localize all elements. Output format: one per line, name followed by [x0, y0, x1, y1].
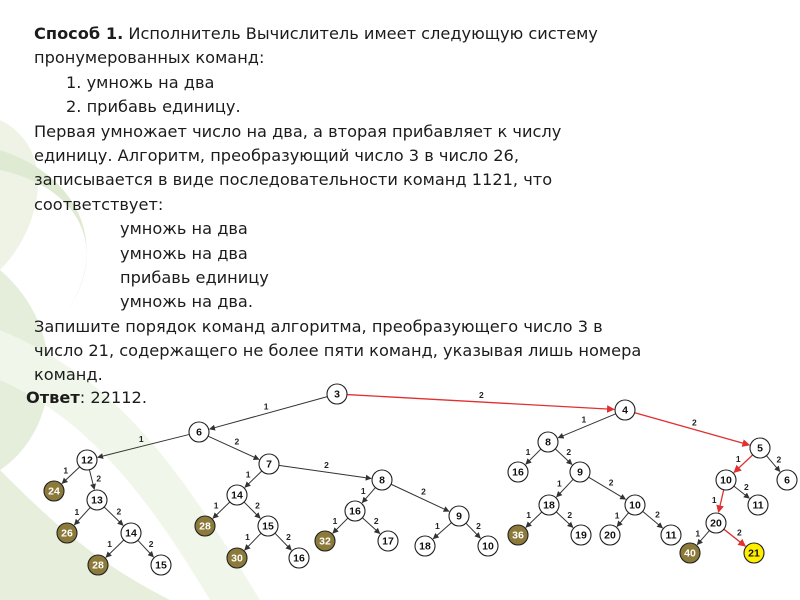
text-line-content: умножь на два — [120, 243, 248, 263]
edge-command-label: 2 — [96, 473, 102, 484]
text-line-content: 1. умножь на два — [66, 72, 215, 92]
edge-command-label: 2 — [286, 532, 291, 543]
node-value: 9 — [456, 510, 462, 523]
tree-node — [615, 400, 635, 420]
tree-node — [415, 536, 435, 556]
edge-command-label: 1 — [711, 494, 717, 505]
edge-command-label: 1 — [581, 414, 587, 425]
node-value: 10 — [720, 474, 732, 487]
edge-command-label: 2 — [476, 521, 481, 532]
node-value: 14 — [231, 489, 243, 502]
tree-node — [195, 516, 215, 536]
edge-command-label: 1 — [614, 510, 620, 521]
tree-node — [716, 470, 736, 490]
tree-edge — [391, 484, 449, 511]
text-line-content: умножь на два — [120, 219, 248, 239]
tree-node — [478, 536, 498, 556]
node-value: 15 — [262, 520, 274, 533]
node-value: 21 — [748, 547, 760, 560]
node-value: 36 — [512, 529, 524, 542]
tree-node — [661, 525, 681, 545]
edge-command-label: 2 — [567, 509, 573, 520]
tree-node — [77, 450, 97, 470]
text-line-content: записывается в виде последовательности команд 1121, что — [34, 170, 553, 190]
node-value: 11 — [752, 499, 764, 512]
edge-command-label: 1 — [213, 500, 219, 511]
node-value: 19 — [575, 529, 587, 542]
node-value: 15 — [155, 559, 167, 572]
tree-node — [189, 422, 209, 442]
node-value: 24 — [48, 485, 60, 498]
node-value: 12 — [81, 454, 93, 467]
tree-node — [315, 531, 335, 551]
tree-node — [372, 470, 392, 490]
node-value: 26 — [61, 527, 73, 540]
text-line-content: 2. прибавь единицу. — [66, 97, 241, 117]
edge-command-label: 1 — [245, 532, 250, 543]
node-value: 8 — [545, 436, 551, 449]
edge-command-label: 1 — [332, 516, 338, 527]
edge-command-label: 1 — [695, 528, 701, 539]
node-value: 10 — [629, 499, 641, 512]
edge-command-label: 1 — [107, 538, 112, 549]
node-value: 16 — [512, 466, 524, 479]
tree-node — [625, 495, 645, 515]
text-line-content: прибавь единицу — [120, 267, 269, 287]
edge-command-label: 1 — [557, 478, 562, 489]
tree-node — [289, 548, 309, 568]
tree-node — [88, 555, 108, 575]
tree-node — [600, 525, 620, 545]
edge-command-label: 1 — [138, 434, 144, 445]
node-value: 28 — [199, 520, 211, 533]
edge-command-label: 2 — [373, 515, 379, 526]
tree-node — [378, 531, 398, 551]
node-value: 32 — [319, 535, 331, 548]
edge-command-label: 1 — [525, 447, 531, 458]
node-value: 11 — [665, 529, 677, 542]
solution-path-edge — [724, 529, 746, 546]
edge-command-label: 2 — [324, 460, 329, 471]
edge-command-label: 1 — [263, 401, 269, 412]
edge-command-label: 1 — [526, 509, 531, 520]
edge-command-label: 2 — [116, 506, 122, 517]
tree-node — [750, 438, 770, 458]
edge-command-label: 2 — [743, 481, 749, 492]
tree-node — [258, 516, 278, 536]
tree-node — [680, 543, 700, 563]
node-value: 5 — [757, 442, 763, 455]
edge-command-label: 2 — [566, 446, 572, 457]
tree-node — [706, 513, 726, 533]
tree-node — [777, 470, 797, 490]
tree-node — [508, 462, 528, 482]
edge-command-label: 2 — [736, 527, 742, 538]
tree-node — [227, 548, 247, 568]
node-value: 7 — [266, 458, 272, 471]
node-value: 9 — [577, 466, 583, 479]
node-value: 4 — [622, 404, 628, 417]
edge-command-label: 1 — [435, 520, 440, 531]
node-value: 18 — [543, 499, 555, 512]
edge-command-label: 1 — [360, 485, 366, 496]
text-line-content: число 21, содержащего не более пяти команд, указывая лишь номера — [34, 341, 642, 361]
tree-edge — [558, 414, 616, 438]
node-value: 8 — [379, 474, 385, 487]
solution-path-edge — [718, 490, 723, 513]
text-line-content: соответствует: — [34, 194, 164, 214]
text-line-content: единицу. Алгоритм, преобразующий число 3 в число 26, — [34, 145, 520, 165]
text-line-content: Исполнитель Вычислитель имеет следующую систему — [123, 24, 598, 43]
target-node — [744, 543, 764, 563]
tree-node — [538, 432, 558, 452]
tree-node — [327, 384, 347, 404]
node-value: 10 — [482, 540, 494, 553]
node-value: 16 — [293, 552, 305, 565]
tree-edge — [589, 477, 626, 499]
edge-command-label: 1 — [63, 465, 69, 476]
tree-node — [508, 525, 528, 545]
edge-command-label: 1 — [735, 453, 741, 464]
method-heading: Способ 1. — [34, 24, 124, 43]
edge-command-label: 2 — [776, 454, 782, 465]
edge-command-label: 1 — [245, 469, 251, 480]
node-value: 20 — [710, 517, 722, 530]
answer-value: : 22112. — [79, 388, 147, 407]
text-line-content: пронумерованных команд: — [34, 48, 265, 68]
text-line-content: команд. — [34, 365, 103, 385]
edge-command-label: 2 — [479, 390, 484, 401]
tree-node — [121, 523, 141, 543]
node-value: 30 — [231, 552, 243, 565]
node-value: 17 — [382, 535, 394, 548]
tree-node — [57, 523, 77, 543]
node-value: 14 — [125, 527, 137, 540]
text-line-content: Первая умножает число на два, а вторая прибавляет к числу — [34, 121, 562, 141]
tree-node — [571, 525, 591, 545]
node-value: 3 — [334, 388, 340, 401]
node-value: 18 — [419, 540, 431, 553]
edge-command-label: 2 — [234, 436, 240, 447]
tree-node — [151, 555, 171, 575]
tree-node — [539, 495, 559, 515]
tree-edge — [89, 470, 94, 490]
tree-node — [449, 506, 469, 526]
text-line-content: умножь на два. — [120, 292, 253, 312]
answer-label: Ответ — [26, 388, 80, 407]
tree-node — [227, 485, 247, 505]
tree-node — [570, 462, 590, 482]
node-value: 6 — [196, 426, 202, 439]
text-line-content: Запишите порядок команд алгоритма, преобразующего число 3 в — [34, 316, 603, 336]
node-value: 20 — [604, 529, 616, 542]
edge-command-label: 2 — [608, 477, 614, 488]
edge-command-label: 2 — [655, 509, 660, 520]
edge-command-label: 2 — [692, 417, 697, 428]
edge-command-label: 2 — [421, 486, 426, 497]
node-value: 28 — [92, 559, 104, 572]
tree-edge — [208, 436, 259, 459]
edge-command-label: 1 — [74, 506, 80, 517]
edge-command-label: 2 — [255, 500, 260, 511]
node-value: 16 — [349, 505, 361, 518]
tree-node — [259, 454, 279, 474]
node-value: 6 — [784, 474, 790, 487]
edge-command-label: 2 — [148, 539, 154, 550]
tree-node — [87, 490, 107, 510]
tree-node — [345, 501, 365, 521]
tree-node — [44, 481, 64, 501]
node-value: 13 — [91, 494, 103, 507]
tree-node — [748, 495, 768, 515]
node-value: 40 — [684, 547, 696, 560]
